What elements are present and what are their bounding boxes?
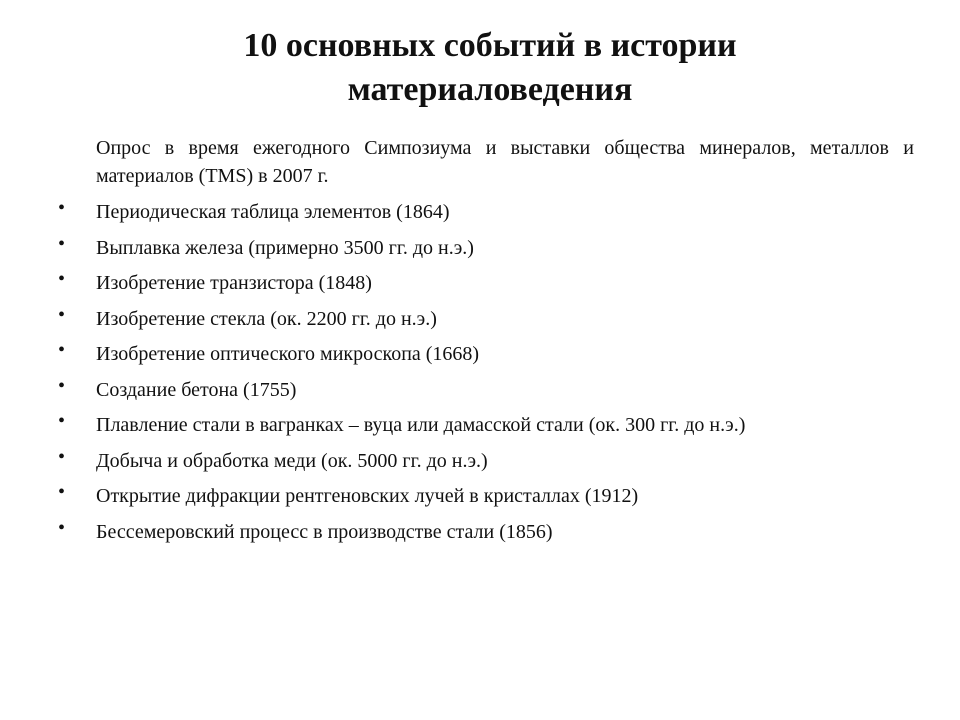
bullet-icon: •: [58, 268, 66, 290]
bullet-icon: •: [58, 232, 66, 255]
list-item: [58, 196, 918, 232]
bullet-icon: •: [58, 339, 66, 361]
bullet-icon: •: [58, 410, 66, 432]
slide-title-line-2: материаловедения: [347, 71, 633, 108]
event-text: Периодическая таблица элементов (1864): [96, 201, 450, 223]
list-item: [58, 338, 918, 374]
event-text: Открытие дифракции рентгеновских лучей в кристаллах (1912): [96, 485, 639, 507]
slide-title: [60, 24, 920, 112]
bullet-icon: •: [58, 374, 66, 397]
list-item: [58, 374, 918, 410]
list-item: [58, 232, 918, 268]
event-text: Добыча и обработка меди (ок. 5000 гг. до н.э.): [96, 449, 488, 472]
list-item: [58, 516, 918, 552]
slide-title-line-1: 10 основных событий в истории: [243, 27, 737, 64]
bullet-icon: •: [58, 303, 66, 326]
bullet-icon: •: [58, 197, 66, 219]
event-text: Создание бетона (1755): [96, 378, 297, 401]
list-item: [58, 445, 918, 481]
list-item: [58, 480, 918, 516]
event-text: Изобретение оптического микроскопа (1668): [96, 343, 480, 365]
event-text: Выплавка железа (примерно 3500 гг. до н.э.): [96, 236, 474, 259]
bullet-icon: •: [58, 481, 66, 503]
list-item: [58, 409, 918, 445]
list-item: [58, 267, 918, 303]
event-text: Бессемеровский процесс в производстве стали (1856): [96, 520, 553, 543]
bullet-icon: •: [58, 516, 66, 539]
bullet-icon: •: [58, 445, 66, 468]
list-item: [58, 303, 918, 339]
intro-paragraph: Опрос в время ежегодного Симпозиума и выставки общества минералов, металлов и материалов (TMS) в 2007 г.: [96, 137, 914, 187]
event-text: Изобретение транзистора (1848): [96, 272, 372, 294]
event-text: Изобретение стекла (ок. 2200 гг. до н.э.): [96, 307, 437, 330]
event-text: Плавление стали в вагранках – вуца или дамасской стали (ок. 300 гг. до н.э.): [96, 414, 746, 436]
events-list: [58, 196, 918, 551]
